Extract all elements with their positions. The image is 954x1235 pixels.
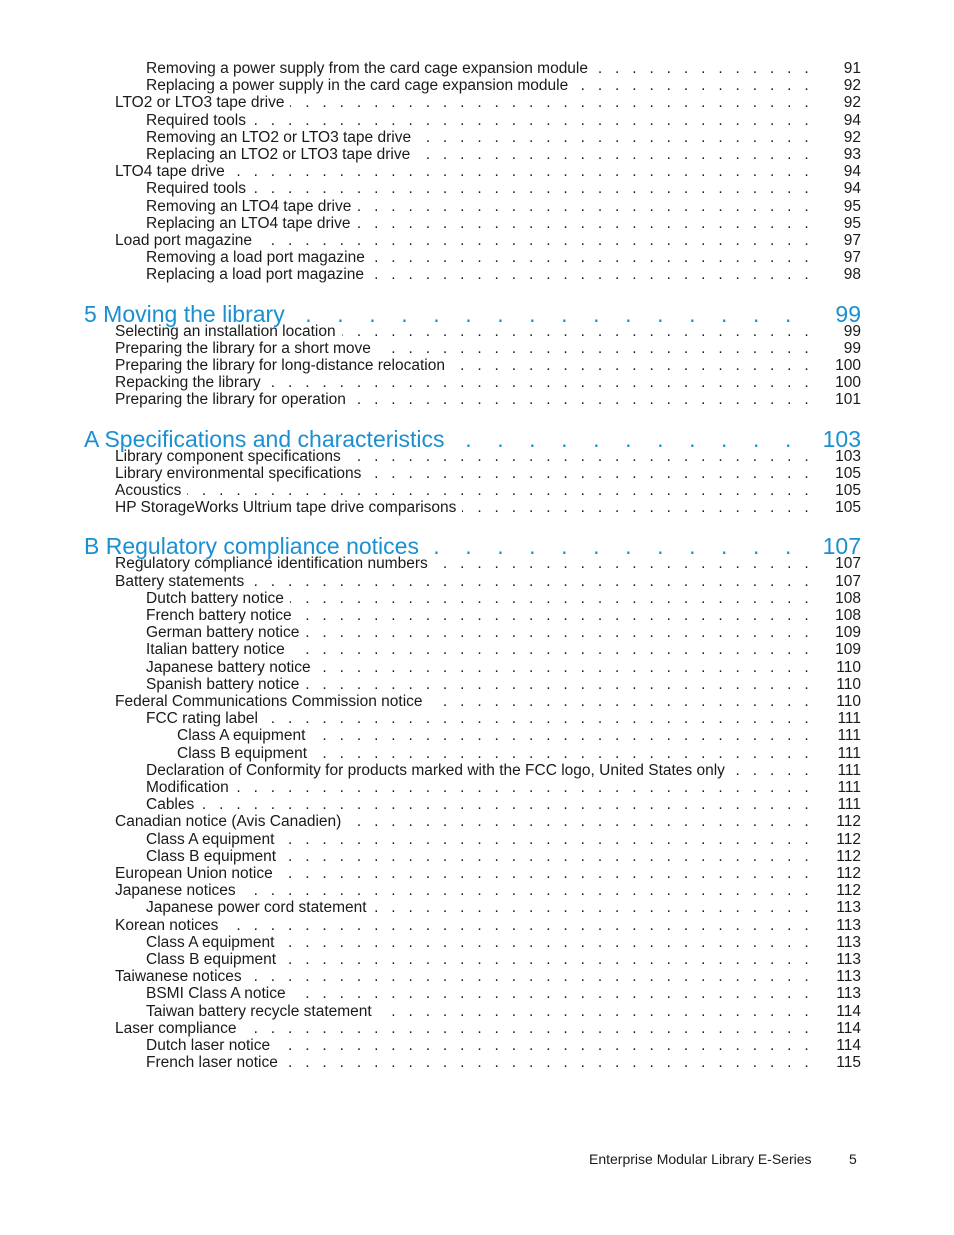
toc-entry-title: Canadian notice (Avis Canadien) bbox=[115, 813, 342, 831]
toc-entry-title: German battery notice bbox=[146, 624, 300, 642]
toc-entry[interactable] bbox=[146, 848, 861, 866]
toc-entry-page: 110 bbox=[836, 658, 861, 676]
toc-entry[interactable] bbox=[115, 1020, 861, 1038]
toc-entry-title: Removing an LTO2 or LTO3 tape drive bbox=[146, 128, 412, 146]
toc-entry-title: Preparing the library for a short move bbox=[115, 339, 371, 357]
toc-entry-title: Library component specifications bbox=[115, 447, 341, 465]
dot-leader bbox=[311, 727, 813, 745]
toc-entry-page: 114 bbox=[836, 1019, 861, 1037]
toc-entry-page: 114 bbox=[836, 1002, 861, 1020]
dot-leader bbox=[305, 624, 813, 642]
toc-entry[interactable] bbox=[146, 180, 861, 198]
toc-entry-title: French battery notice bbox=[146, 607, 292, 624]
toc-entry-page: 109 bbox=[835, 624, 861, 642]
toc-entry-page: 97 bbox=[843, 232, 861, 249]
toc-entry[interactable] bbox=[115, 448, 861, 466]
toc-entry-title: Removing a load port magazine bbox=[146, 249, 365, 267]
dot-leader bbox=[731, 762, 813, 780]
dot-leader bbox=[417, 129, 813, 147]
dot-leader bbox=[378, 1003, 813, 1021]
toc-entry-title: B Regulatory compliance notices bbox=[84, 533, 419, 560]
dot-leader bbox=[267, 374, 813, 392]
toc-entry[interactable] bbox=[146, 129, 861, 147]
toc-entry-title: Japanese power cord statement bbox=[146, 899, 367, 917]
toc-entry-title: Preparing the library for long-distance relocation bbox=[115, 357, 445, 374]
toc-entry-page: 112 bbox=[836, 813, 861, 831]
toc-entry-page: 92 bbox=[843, 94, 861, 112]
toc-entry-page: 114 bbox=[836, 1037, 861, 1054]
toc-entry-page: 107 bbox=[835, 555, 861, 573]
toc-entry[interactable] bbox=[115, 573, 861, 591]
dot-leader bbox=[290, 590, 813, 608]
toc-entry-title: Required tools bbox=[146, 180, 246, 198]
toc-entry[interactable] bbox=[177, 745, 861, 763]
dot-leader bbox=[292, 985, 813, 1003]
dot-leader bbox=[250, 573, 813, 591]
dot-leader bbox=[280, 831, 813, 849]
toc-entry-page: 113 bbox=[836, 951, 861, 968]
toc-entry-title: Required tools bbox=[146, 111, 246, 129]
toc-entry-title: Battery statements bbox=[115, 572, 245, 590]
dot-leader bbox=[242, 1020, 813, 1038]
dot-leader bbox=[264, 710, 813, 728]
toc-entry[interactable] bbox=[115, 357, 861, 375]
dot-leader bbox=[252, 112, 813, 130]
toc-entry[interactable] bbox=[115, 499, 861, 517]
toc-entry[interactable] bbox=[115, 323, 861, 341]
toc-entry[interactable] bbox=[146, 1054, 861, 1072]
toc-entry-page: 112 bbox=[836, 830, 861, 848]
dot-leader bbox=[282, 848, 813, 866]
toc-entry-title: Library environmental specifications bbox=[115, 464, 362, 482]
toc-entry-title: Class B equipment bbox=[177, 744, 308, 762]
toc-entry-title: LTO2 or LTO3 tape drive bbox=[115, 94, 285, 112]
dot-leader bbox=[305, 676, 813, 694]
toc-entry-title: A Specifications and characteristics bbox=[84, 425, 445, 452]
dot-leader bbox=[284, 1054, 813, 1072]
toc-entry-page: 92 bbox=[843, 128, 861, 146]
dot-leader bbox=[377, 340, 813, 358]
dot-leader bbox=[313, 745, 813, 763]
toc-entry-page: 108 bbox=[835, 607, 861, 624]
footer-page-number: 5 bbox=[849, 1151, 857, 1167]
toc-entry-page: 101 bbox=[835, 391, 861, 409]
dot-leader bbox=[248, 968, 813, 986]
toc-entry-page: 113 bbox=[836, 933, 861, 951]
toc-entry[interactable] bbox=[146, 266, 861, 284]
toc-entry-page: 111 bbox=[837, 761, 861, 779]
toc-entry[interactable] bbox=[115, 232, 861, 250]
dot-leader bbox=[371, 249, 813, 267]
toc-entry-page: 100 bbox=[835, 374, 861, 392]
toc-entry[interactable] bbox=[177, 727, 861, 745]
toc-entry[interactable] bbox=[115, 813, 861, 831]
toc-entry-page: 109 bbox=[835, 641, 861, 659]
dot-leader bbox=[434, 555, 813, 573]
toc-entry[interactable] bbox=[115, 865, 861, 883]
toc-entry-page: 92 bbox=[843, 77, 861, 95]
toc-entry[interactable] bbox=[146, 607, 861, 625]
toc-entry[interactable] bbox=[146, 1037, 861, 1055]
toc-entry[interactable] bbox=[146, 796, 861, 814]
toc-entry-page: 112 bbox=[836, 865, 861, 882]
toc-entry-page: 99 bbox=[835, 300, 861, 327]
toc-entry-page: 99 bbox=[843, 339, 861, 357]
dot-leader bbox=[258, 232, 813, 250]
toc-entry-page: 98 bbox=[843, 266, 861, 284]
toc-entry[interactable] bbox=[146, 146, 861, 164]
toc-entry-title: Replacing an LTO4 tape drive bbox=[146, 214, 351, 232]
toc-entry-title: Class B equipment bbox=[146, 951, 277, 968]
dot-leader bbox=[342, 323, 813, 341]
dot-leader bbox=[200, 796, 813, 814]
toc-entry-title: Class A equipment bbox=[146, 933, 275, 951]
dot-leader bbox=[373, 899, 813, 917]
toc-entry-title: Japanese notices bbox=[115, 882, 236, 900]
toc-entry-page: 112 bbox=[836, 847, 861, 865]
toc-entry-title: Declaration of Conformity for products marked with the FCC logo, United States only bbox=[146, 761, 725, 779]
toc-entry-title: European Union notice bbox=[115, 865, 273, 882]
toc-entry[interactable] bbox=[146, 215, 861, 233]
toc-entry-title: HP StorageWorks Ultrium tape drive comparisons bbox=[115, 499, 457, 517]
dot-leader bbox=[429, 693, 813, 711]
toc-entry-title: Selecting an installation location bbox=[115, 322, 336, 340]
toc-entry-title: Replacing an LTO2 or LTO3 tape drive bbox=[146, 146, 411, 163]
toc-entry[interactable] bbox=[115, 882, 861, 900]
toc-entry-page: 94 bbox=[843, 180, 861, 198]
dot-leader bbox=[352, 391, 813, 409]
toc-entry-title: Dutch battery notice bbox=[146, 589, 284, 607]
dot-leader bbox=[451, 357, 813, 375]
toc-entry-title: FCC rating label bbox=[146, 710, 258, 728]
toc-entry-title: Regulatory compliance identification numbers bbox=[115, 555, 428, 573]
toc-entry-page: 99 bbox=[843, 322, 861, 340]
toc-entry-page: 105 bbox=[835, 499, 861, 517]
dot-leader bbox=[276, 1037, 813, 1055]
toc-entry[interactable] bbox=[146, 985, 861, 1003]
toc-entry-page: 93 bbox=[843, 146, 861, 163]
toc-entry-page: 103 bbox=[822, 425, 861, 452]
toc-entry-page: 111 bbox=[837, 744, 861, 762]
toc-entry-title: French laser notice bbox=[146, 1054, 278, 1072]
toc-entry[interactable] bbox=[146, 641, 861, 659]
toc-entry-page: 100 bbox=[835, 357, 861, 374]
toc-entry-page: 111 bbox=[837, 796, 861, 814]
toc-entry-title: Japanese battery notice bbox=[146, 658, 311, 676]
toc-entry-page: 108 bbox=[835, 589, 861, 607]
toc-entry[interactable] bbox=[146, 198, 861, 216]
toc-entry-page: 91 bbox=[843, 60, 861, 77]
toc-entry-title: Spanish battery notice bbox=[146, 675, 300, 693]
dot-leader bbox=[231, 163, 813, 181]
toc-entry-page: 107 bbox=[835, 572, 861, 590]
toc-entry-page: 113 bbox=[836, 899, 861, 917]
dot-leader bbox=[367, 465, 813, 483]
toc-entry-page: 111 bbox=[837, 779, 861, 796]
toc-entry[interactable] bbox=[146, 831, 861, 849]
toc-entry[interactable] bbox=[115, 391, 861, 409]
toc-entry-page: 105 bbox=[835, 464, 861, 482]
dot-leader bbox=[290, 94, 813, 112]
toc-entry-page: 105 bbox=[835, 482, 861, 499]
dot-leader bbox=[416, 146, 813, 164]
toc-entry[interactable] bbox=[146, 710, 861, 728]
toc-entry-page: 94 bbox=[843, 111, 861, 129]
toc-entry-title: Preparing the library for operation bbox=[115, 391, 346, 409]
toc-entry[interactable] bbox=[115, 374, 861, 392]
toc-entry-title: Acoustics bbox=[115, 482, 182, 499]
toc-entry-title: Replacing a load port magazine bbox=[146, 266, 364, 284]
toc-entry-title: Class B equipment bbox=[146, 847, 277, 865]
toc-entry-page: 111 bbox=[837, 727, 861, 745]
toc-entry[interactable] bbox=[146, 249, 861, 267]
dot-leader bbox=[235, 779, 813, 797]
toc-entry-title: LTO4 tape drive bbox=[115, 163, 225, 181]
toc-entry[interactable] bbox=[115, 917, 861, 935]
toc-entry-page: 95 bbox=[843, 197, 861, 215]
toc-entry-title: Korean notices bbox=[115, 916, 219, 934]
toc-entry[interactable] bbox=[115, 94, 861, 112]
toc-entry[interactable] bbox=[146, 60, 861, 78]
toc-entry[interactable] bbox=[146, 112, 861, 130]
toc-entry-title: Class A equipment bbox=[177, 727, 306, 745]
toc-entry[interactable] bbox=[115, 968, 861, 986]
toc-entry-page: 115 bbox=[836, 1054, 861, 1072]
dot-leader bbox=[291, 641, 813, 659]
toc-entry-title: Dutch laser notice bbox=[146, 1037, 271, 1054]
toc-entry[interactable] bbox=[115, 163, 861, 181]
toc-entry[interactable] bbox=[146, 1003, 861, 1021]
toc-entry-page: 110 bbox=[836, 693, 861, 710]
dot-leader bbox=[357, 198, 813, 216]
toc-entry-title: Removing an LTO4 tape drive bbox=[146, 197, 352, 215]
dot-leader bbox=[252, 180, 813, 198]
dot-leader bbox=[282, 951, 813, 969]
toc-entry[interactable] bbox=[146, 899, 861, 917]
toc-entry-page: 113 bbox=[836, 968, 861, 986]
toc-entry-title: Repacking the library bbox=[115, 374, 261, 392]
toc-entry-title: Modification bbox=[146, 779, 229, 796]
toc-entry[interactable] bbox=[115, 340, 861, 358]
toc-entry[interactable] bbox=[146, 676, 861, 694]
toc-entry-page: 111 bbox=[837, 710, 861, 728]
toc-entry[interactable] bbox=[146, 934, 861, 952]
dot-leader bbox=[370, 266, 813, 284]
toc-entry[interactable] bbox=[146, 951, 861, 969]
dot-leader bbox=[347, 448, 813, 466]
toc-entry-page: 95 bbox=[843, 214, 861, 232]
dot-leader bbox=[357, 215, 814, 233]
toc-entry-page: 113 bbox=[836, 985, 861, 1003]
toc-entry-page: 112 bbox=[836, 882, 861, 900]
dot-leader bbox=[224, 917, 813, 935]
toc-entry-title: Laser compliance bbox=[115, 1019, 237, 1037]
dot-leader bbox=[280, 934, 813, 952]
toc-entry-page: 110 bbox=[836, 675, 861, 693]
dot-leader bbox=[242, 882, 813, 900]
toc-entry[interactable] bbox=[146, 659, 861, 677]
toc-entry[interactable] bbox=[146, 779, 861, 797]
toc-entry-page: 103 bbox=[835, 447, 861, 465]
toc-entry-title: Taiwanese notices bbox=[115, 968, 242, 986]
dot-leader bbox=[279, 865, 813, 883]
toc-entry-title: Italian battery notice bbox=[146, 641, 285, 659]
toc-entry-page: 113 bbox=[836, 916, 861, 934]
toc-entry-page: 94 bbox=[843, 163, 861, 181]
toc-entry-title: Federal Communications Commission notice bbox=[115, 693, 423, 710]
toc-entry[interactable] bbox=[146, 762, 861, 780]
toc-entry[interactable] bbox=[146, 590, 861, 608]
toc-entry[interactable] bbox=[115, 555, 861, 573]
toc-entry[interactable] bbox=[115, 693, 861, 711]
dot-leader bbox=[187, 482, 813, 500]
toc-entry[interactable] bbox=[115, 482, 861, 500]
dot-leader bbox=[574, 77, 813, 95]
toc-entry-title: Cables bbox=[146, 796, 195, 814]
toc-entry-title: Load port magazine bbox=[115, 232, 253, 249]
toc-entry-title: Taiwan battery recycle statement bbox=[146, 1002, 372, 1020]
dot-leader bbox=[594, 60, 813, 78]
toc-entry-title: BSMI Class A notice bbox=[146, 985, 286, 1003]
dot-leader bbox=[298, 607, 813, 625]
footer-document-title: Enterprise Modular Library E-Series bbox=[589, 1151, 812, 1167]
toc-entry-title: Removing a power supply from the card cage expansion module bbox=[146, 60, 588, 77]
dot-leader bbox=[347, 813, 813, 831]
toc-entry[interactable] bbox=[146, 77, 861, 95]
toc-entry[interactable] bbox=[115, 465, 861, 483]
toc-entry[interactable] bbox=[146, 624, 861, 642]
toc-entry-page: 97 bbox=[843, 249, 861, 267]
toc-entry-title: Class A equipment bbox=[146, 830, 275, 848]
dot-leader bbox=[317, 659, 813, 677]
toc-entry-page: 107 bbox=[822, 533, 861, 560]
toc-entry-title: 5 Moving the library bbox=[84, 300, 285, 327]
dot-leader bbox=[462, 499, 813, 517]
toc-entry-title: Replacing a power supply in the card cage expansion module bbox=[146, 77, 569, 95]
